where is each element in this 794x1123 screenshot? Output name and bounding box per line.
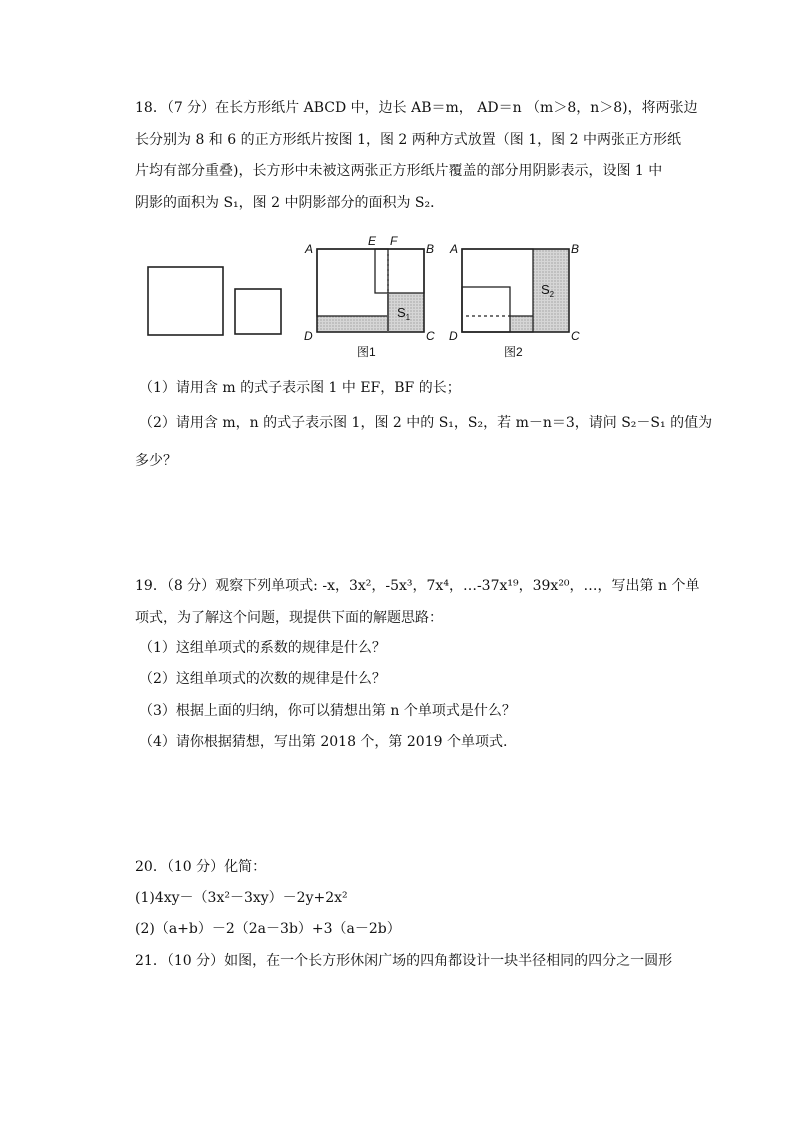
fig2-caption: 图2 — [504, 345, 523, 359]
q20-line-1: 20．（10 分）化简： — [135, 859, 267, 875]
fig2-label-b: B — [571, 242, 580, 256]
fig2-label-s2-main: S — [541, 282, 550, 297]
fig2-shade-bottom — [510, 316, 533, 332]
square-6 — [235, 289, 281, 334]
q19-line-1: 19．（8 分）观察下列单项式: -x，3x²，-5x³，7x⁴，…-37x¹⁹，39x²⁰，…，写出第 n 个单 — [135, 578, 700, 594]
q21-line-1: 21．（10 分）如图，在一个长方形休闲广场的四角都设计一块半径相同的四分之一圆形 — [135, 953, 673, 969]
q20-expr-1: (1)4xy－（3x²－3xy）－2y+2x² — [135, 890, 348, 906]
fig1-square-6 — [375, 249, 424, 293]
fig1-label-s1-main: S — [397, 305, 406, 320]
fig1-caption: 图1 — [357, 345, 376, 359]
fig2-square-6 — [462, 287, 510, 332]
fig1-label-a: A — [305, 242, 314, 256]
figure-1 — [304, 234, 435, 359]
fig1-label-s1-sub: 1 — [405, 313, 411, 322]
square-8 — [148, 267, 223, 335]
q18-figure-svg — [140, 232, 600, 367]
q18-line-4: 阴影的面积为 S₁，图 2 中阴影部分的面积为 S₂． — [135, 195, 445, 211]
fig2-label-d: D — [449, 329, 458, 343]
fig1-label-e: E — [368, 234, 377, 248]
fig1-shade-bottom — [317, 316, 388, 332]
q19-sub-2: （2）这组单项式的次数的规律是什么？ — [139, 671, 386, 687]
q20-expr-2: (2)（a+b）－2（2a－3b）+3（a－2b） — [135, 921, 401, 937]
fig1-label-d: D — [304, 329, 313, 343]
fig2-label-c: C — [571, 329, 580, 343]
fig2-label-s2-sub: 2 — [549, 290, 555, 299]
q19-line-2: 项式，为了解这个问题，现提供下面的解题思路： — [135, 610, 443, 626]
q19-sub-4: （4）请你根据猜想，写出第 2018 个，第 2019 个单项式. — [139, 734, 508, 750]
fig1-label-b: B — [426, 242, 435, 256]
q18-line-1: 18．（7 分）在长方形纸片 ABCD 中，边长 AB＝m， AD＝n （m＞8，n＞8)，将两张边 — [135, 100, 698, 116]
q18-sub-2: （2）请用含 m，n 的式子表示图 1，图 2 中的 S₁，S₂，若 m－n＝3，请问 S₂－S₁ 的值为 — [139, 415, 713, 431]
q18-sub-1: （1）请用含 m 的式子表示图 1 中 EF，BF 的长； — [139, 380, 461, 396]
q18-sub-2b: 多少？ — [135, 453, 177, 469]
fig2-label-a: A — [450, 242, 459, 256]
q18-figure — [140, 232, 600, 367]
figure-2 — [449, 242, 580, 359]
fig1-square-8 — [317, 249, 388, 316]
q18-line-2: 长分别为 8 和 6 的正方形纸片按图 1，图 2 两种方式放置（图 1，图 2 中两张正方形纸 — [135, 132, 681, 148]
fig1-label-c: C — [426, 329, 435, 343]
q18-line-3: 片均有部分重叠)，长方形中未被这两张正方形纸片覆盖的部分用阴影表示，设图 1 中 — [135, 163, 663, 179]
q19-sub-1: （1）这组单项式的系数的规律是什么？ — [139, 640, 386, 656]
q19-sub-3: （3）根据上面的归纳，你可以猜想出第 n 个单项式是什么？ — [139, 703, 516, 719]
fig1-label-f: F — [390, 234, 398, 248]
